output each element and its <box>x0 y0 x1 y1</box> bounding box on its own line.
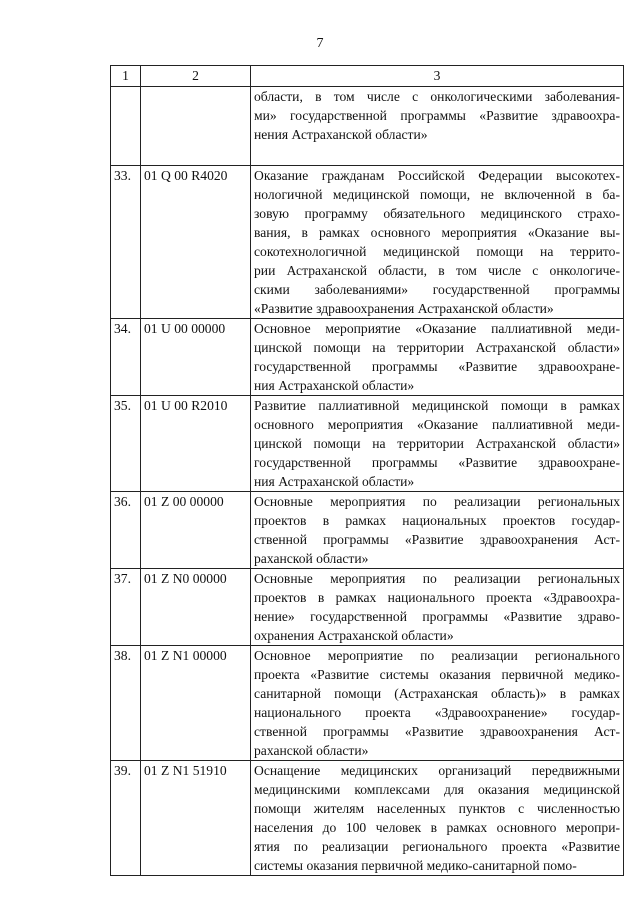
description-line: раханской области» <box>254 551 369 566</box>
description-line: Основное мероприятие по реализации регионального <box>254 648 620 663</box>
classification-code <box>141 87 251 166</box>
description-line: нения Астраханской области» <box>254 127 428 142</box>
description-line: проектов в рамках национального проекта «Здравоохра- <box>254 590 620 605</box>
description-line: санитарной помощи (Астраханская область)» в рамках <box>254 686 620 701</box>
description-cell <box>251 646 624 761</box>
description-cell <box>251 492 624 569</box>
description-line: системы оказания первичной медико-санитарной помо- <box>254 858 577 873</box>
description-line: цинской помощи на территории Астраханской области» <box>254 436 620 451</box>
description-line: Основные мероприятия по реализации региональных <box>254 571 620 586</box>
description-line: Оказание гражданам Российской Федерации высокотех- <box>254 168 620 183</box>
description-cell <box>251 87 624 166</box>
classification-code: 01 U 00 R2010 <box>141 396 251 492</box>
description-line: ственной программы «Развитие здравоохранения Аст- <box>254 532 620 547</box>
row-number: 38. <box>111 646 141 761</box>
description-line: проекта «Развитие системы оказания первичной медико- <box>254 667 620 682</box>
description-line: национального проекта «Здравоохранение» государ- <box>254 705 620 720</box>
description-line: Развитие паллиативной медицинской помощи в рамках <box>254 398 620 413</box>
description-line: Основное мероприятие «Оказание паллиативной меди- <box>254 321 620 336</box>
description-cell <box>251 569 624 646</box>
description-line: государственной программы «Развитие здравоохране- <box>254 359 620 374</box>
description-line: ния Астраханской области» <box>254 474 415 489</box>
description-line: цинской помощи на территории Астраханской области» <box>254 340 620 355</box>
row-number: 35. <box>111 396 141 492</box>
description-line: ния Астраханской области» <box>254 378 415 393</box>
column-header-description: 3 <box>251 66 624 87</box>
row-number: 36. <box>111 492 141 569</box>
classification-code: 01 Q 00 R4020 <box>141 166 251 319</box>
description-line: охранения Астраханской области» <box>254 628 454 643</box>
description-line: вания, в рамках основного мероприятия «Оказание вы- <box>254 225 620 240</box>
description-line: рии Астраханской области, в том числе с онкологиче- <box>254 263 620 278</box>
description-line: нение» государственной программы «Развитие здраво- <box>254 609 620 624</box>
page-number: 7 <box>316 36 324 51</box>
table-row <box>111 319 624 396</box>
description-line: помощи жителям населенных пунктов с численностью <box>254 801 620 816</box>
description-cell <box>251 319 624 396</box>
description-line: сокотехнологичной медицинской помощи на террито- <box>254 244 620 259</box>
budget-classification-table <box>110 65 624 876</box>
classification-code: 01 Z N1 51910 <box>141 761 251 876</box>
row-number: 37. <box>111 569 141 646</box>
description-line: скими заболеваниями» государственной программы <box>254 282 620 297</box>
table-row <box>111 396 624 492</box>
table-row <box>111 569 624 646</box>
description-line: зовую программу обязательного медицинского страхо- <box>254 206 620 221</box>
table-row <box>111 166 624 319</box>
classification-code: 01 U 00 00000 <box>141 319 251 396</box>
description-line: ственной программы «Развитие здравоохранения Аст- <box>254 724 620 739</box>
table-row <box>111 761 624 876</box>
row-number: 33. <box>111 166 141 319</box>
description-line: ми» государственной программы «Развитие здравоохра- <box>254 108 620 123</box>
description-line: ятия по реализации регионального проекта «Развитие <box>254 839 620 854</box>
description-line: Оснащение медицинских организаций передвижными <box>254 763 620 778</box>
classification-code: 01 Z N1 00000 <box>141 646 251 761</box>
description-line: раханской области» <box>254 743 369 758</box>
classification-code: 01 Z 00 00000 <box>141 492 251 569</box>
column-header-code: 2 <box>141 66 251 87</box>
description-line: основного мероприятия «Оказание паллиативной меди- <box>254 417 620 432</box>
description-line: области, в том числе с онкологическими заболевания- <box>254 89 620 104</box>
column-header-number: 1 <box>111 66 141 87</box>
table-row <box>111 646 624 761</box>
table-header-row <box>111 66 624 87</box>
classification-code: 01 Z N0 00000 <box>141 569 251 646</box>
description-cell <box>251 166 624 319</box>
description-cell <box>251 396 624 492</box>
description-line: проектов в рамках национальных проектов государ- <box>254 513 620 528</box>
table-row <box>111 87 624 166</box>
row-number: 34. <box>111 319 141 396</box>
description-line: медицинскими комплексами для оказания медицинской <box>254 782 620 797</box>
description-line: Основные мероприятия по реализации региональных <box>254 494 620 509</box>
description-line: нологичной медицинской помощи, не включенной в ба- <box>254 187 620 202</box>
description-cell <box>251 761 624 876</box>
description-line: государственной программы «Развитие здравоохране- <box>254 455 620 470</box>
table-row <box>111 492 624 569</box>
description-line: «Развитие здравоохранения Астраханской области» <box>254 301 554 316</box>
row-number: 39. <box>111 761 141 876</box>
row-number <box>111 87 141 166</box>
description-line: населения до 100 человек в рамках основного меропри- <box>254 820 620 835</box>
